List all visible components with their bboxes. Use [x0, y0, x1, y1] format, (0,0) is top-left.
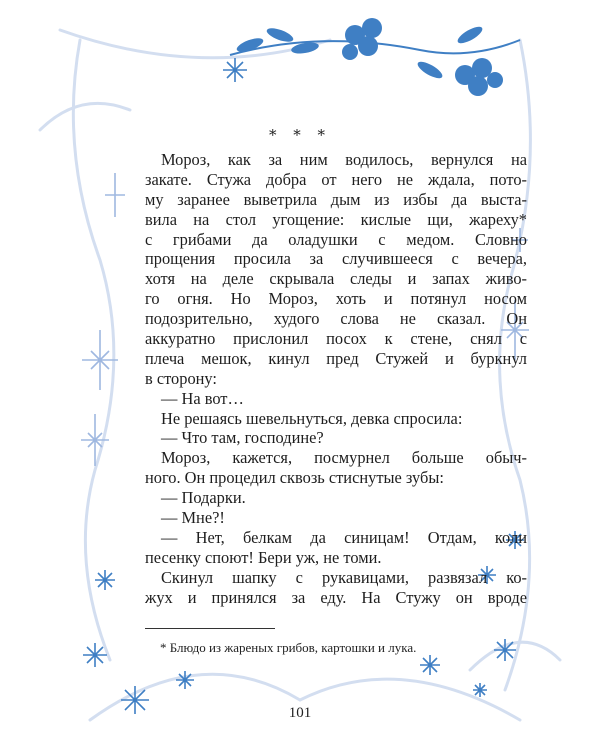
text-line: песенку споют! Бери уж, не томи.	[145, 547, 382, 567]
text-line: — Подарки.	[161, 488, 246, 508]
text-line: с грибами да оладушки с медом. Словно	[145, 229, 527, 249]
text-line: Не решаясь шевельнуться, девка спросила:	[161, 408, 463, 428]
text-line: Мороз, как за ним водилось, вернулся на	[161, 150, 527, 169]
text-line: подозрительно, худого слова не сказал. Он	[145, 309, 527, 329]
text-line: го огня. Но Мороз, хоть и потянул носом	[145, 289, 527, 309]
text-line: — Нет, белкам да синицам! Отдам, коли	[161, 527, 527, 547]
body-text	[145, 150, 527, 607]
text-line: плеча мешок, кинул пред Стужей и буркнул	[145, 348, 527, 368]
text-line: вила на стол угощение: кислые щи, жареху*	[145, 209, 527, 229]
footnote-divider	[145, 628, 275, 629]
text-line: жух и принялся за еду. На Стужу он вроде	[145, 587, 527, 607]
text-line: в сторону:	[145, 368, 217, 388]
text-line: — Что там, господине?	[161, 428, 324, 448]
text-line: — На вот…	[161, 388, 244, 408]
text-line: — Мне?!	[161, 508, 225, 528]
text-line: хотя на деле скрывала следы и запах живо-	[145, 269, 527, 289]
text-line: Скинул шапку с рукавицами, развязал ко-	[161, 567, 527, 587]
text-line: прощения просила за случившееся с вечера,	[145, 249, 527, 269]
page-number: 101	[288, 705, 312, 721]
text-line: аккуратно прислонил посох к стене, снял с	[145, 329, 527, 349]
berry-branch	[230, 18, 520, 96]
text-line: му заранее выветрила дым из избы да выста-	[145, 189, 527, 209]
text-line: Мороз, кажется, посмурнел больше обыч-	[161, 448, 527, 468]
section-break: * * *	[268, 126, 332, 144]
text-line: закате. Стужа добра от него не ждала, пото-	[145, 169, 527, 189]
text-line: ного. Он процедил сквозь стиснутые зубы:	[145, 468, 444, 488]
footnote: * Блюдо из жареных грибов, картошки и лука.	[160, 640, 417, 655]
